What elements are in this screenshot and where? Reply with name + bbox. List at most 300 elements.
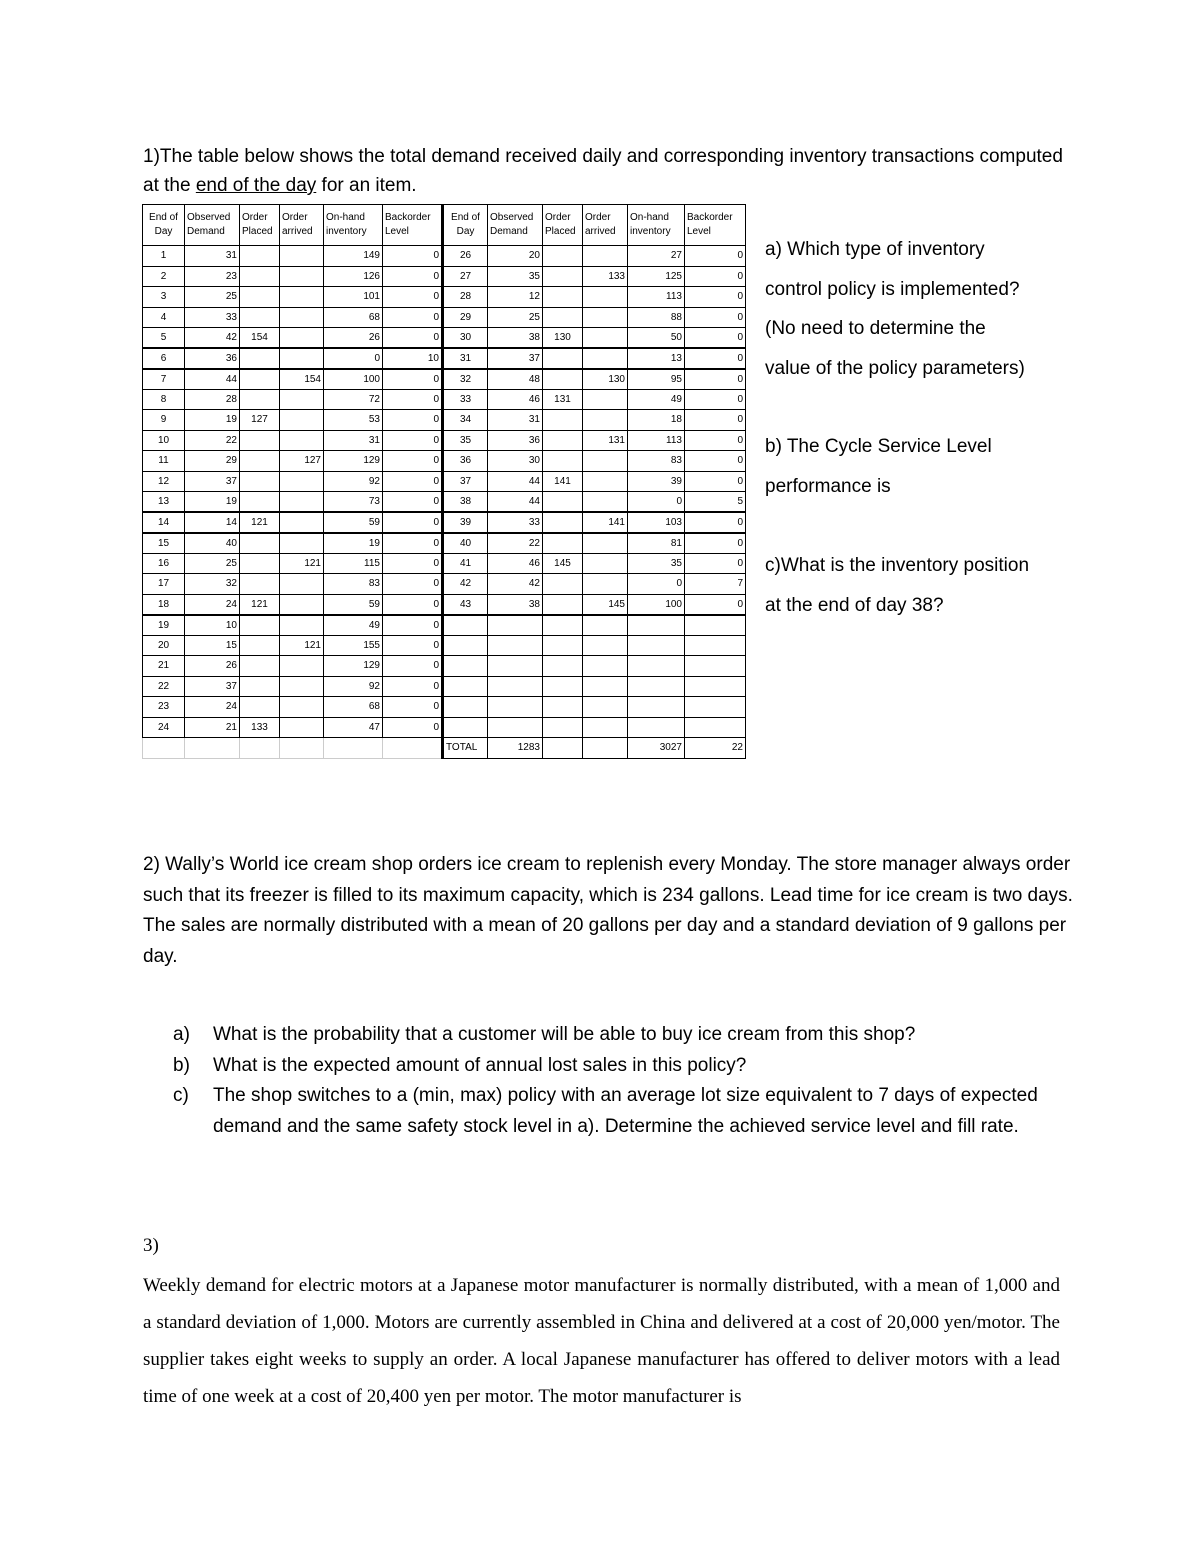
table-cell: 10 xyxy=(185,615,240,636)
table-cell xyxy=(628,717,685,738)
table-cell: 0 xyxy=(685,471,746,492)
column-header: Order Placed xyxy=(543,205,583,246)
intro-underlined-text: end of the day xyxy=(195,175,317,196)
table-cell xyxy=(240,471,280,492)
table-row xyxy=(143,348,746,369)
table-cell xyxy=(583,697,628,718)
table-cell xyxy=(280,410,324,431)
table-cell: 0 xyxy=(685,389,746,410)
table-cell xyxy=(280,348,324,369)
empty-cell xyxy=(280,738,324,759)
table-cell: 154 xyxy=(280,369,324,390)
table-cell: 10 xyxy=(143,430,185,451)
table-cell: 0 xyxy=(383,574,443,595)
table-cell: 36 xyxy=(443,451,488,472)
table-row xyxy=(143,410,746,431)
table-cell: 0 xyxy=(685,512,746,533)
table-cell: 20 xyxy=(143,635,185,656)
table-cell: 145 xyxy=(543,553,583,574)
question-1a-line: value of the policy parameters) xyxy=(765,357,1025,379)
table-cell: 100 xyxy=(324,369,383,390)
empty-cell xyxy=(383,738,443,759)
table-cell: 36 xyxy=(185,348,240,369)
empty-cell xyxy=(143,738,185,759)
table-cell: 16 xyxy=(143,553,185,574)
table-cell xyxy=(240,389,280,410)
table-cell xyxy=(583,717,628,738)
table-cell: 0 xyxy=(685,410,746,431)
table-cell: 36 xyxy=(488,430,543,451)
table-cell xyxy=(543,451,583,472)
table-cell: 12 xyxy=(143,471,185,492)
table-cell: 38 xyxy=(488,328,543,349)
table-cell: 27 xyxy=(628,246,685,267)
table-cell: 53 xyxy=(324,410,383,431)
question-2-item xyxy=(173,1081,1063,1142)
table-cell: 0 xyxy=(628,574,685,595)
table-row xyxy=(143,676,746,697)
table-cell: 26 xyxy=(324,328,383,349)
table-cell xyxy=(628,656,685,677)
table-cell: 59 xyxy=(324,594,383,615)
table-cell xyxy=(543,635,583,656)
table-cell xyxy=(628,697,685,718)
table-cell: 0 xyxy=(383,430,443,451)
table-row xyxy=(143,430,746,451)
table-cell xyxy=(628,615,685,636)
column-header: Backorder Level xyxy=(685,205,746,246)
question-3-label: 3) xyxy=(143,1235,159,1256)
table-cell xyxy=(488,615,543,636)
table-cell: 19 xyxy=(185,410,240,431)
table-cell: 0 xyxy=(383,266,443,287)
table-cell xyxy=(240,676,280,697)
table-cell: 39 xyxy=(628,471,685,492)
table-cell: 26 xyxy=(185,656,240,677)
table-cell: 0 xyxy=(383,328,443,349)
table-cell xyxy=(543,348,583,369)
table-cell xyxy=(280,287,324,308)
table-cell xyxy=(240,492,280,513)
table-cell: 131 xyxy=(543,389,583,410)
table-cell xyxy=(543,615,583,636)
table-cell xyxy=(543,656,583,677)
table-cell: 18 xyxy=(628,410,685,431)
table-cell: 21 xyxy=(143,656,185,677)
table-cell xyxy=(240,266,280,287)
table-cell: 0 xyxy=(685,533,746,554)
table-row xyxy=(143,615,746,636)
table-cell xyxy=(280,246,324,267)
table-cell: 149 xyxy=(324,246,383,267)
table-cell: 31 xyxy=(443,348,488,369)
question-1b xyxy=(765,427,1065,506)
item-text: What is the probability that a customer will be able to buy ice cream from this shop? xyxy=(213,1024,916,1045)
table-cell xyxy=(583,553,628,574)
table-cell xyxy=(443,676,488,697)
total-backorder: 22 xyxy=(685,738,746,759)
column-header: End of Day xyxy=(143,205,185,246)
table-cell: 3 xyxy=(143,287,185,308)
table-cell: 33 xyxy=(185,307,240,328)
column-header: Observed Demand xyxy=(185,205,240,246)
table-cell xyxy=(240,287,280,308)
table-cell xyxy=(583,635,628,656)
question-1b-line: b) The Cycle Service Level xyxy=(765,436,992,457)
table-cell: 15 xyxy=(185,635,240,656)
table-cell: 25 xyxy=(185,553,240,574)
table-cell: 73 xyxy=(324,492,383,513)
empty-cell xyxy=(543,738,583,759)
table-cell: 32 xyxy=(185,574,240,595)
table-cell xyxy=(583,471,628,492)
table-cell: 0 xyxy=(383,389,443,410)
table-header-row xyxy=(143,205,746,246)
table-cell: 121 xyxy=(280,635,324,656)
table-row xyxy=(143,512,746,533)
table-cell: 129 xyxy=(324,451,383,472)
table-cell xyxy=(240,307,280,328)
table-cell: 24 xyxy=(185,594,240,615)
table-row xyxy=(143,697,746,718)
table-cell: 0 xyxy=(685,553,746,574)
table-cell: 127 xyxy=(280,451,324,472)
table-cell: 0 xyxy=(383,471,443,492)
table-cell: 29 xyxy=(185,451,240,472)
total-row xyxy=(143,738,746,759)
table-cell xyxy=(240,369,280,390)
total-label: TOTAL xyxy=(443,738,488,759)
table-cell xyxy=(488,697,543,718)
intro-text: 1)The table below shows the total demand received daily and corresponding inventory transactions computed at the xyxy=(143,146,1063,196)
table-cell: 0 xyxy=(685,328,746,349)
table-cell: 92 xyxy=(324,676,383,697)
table-cell: 19 xyxy=(143,615,185,636)
table-cell: 113 xyxy=(628,287,685,308)
table-cell: 40 xyxy=(185,533,240,554)
table-cell: 19 xyxy=(324,533,383,554)
table-cell: 0 xyxy=(383,246,443,267)
table-cell xyxy=(583,287,628,308)
table-cell xyxy=(280,492,324,513)
table-cell: 4 xyxy=(143,307,185,328)
table-cell xyxy=(543,676,583,697)
column-header: End of Day xyxy=(443,205,488,246)
table-cell xyxy=(583,246,628,267)
table-cell: 68 xyxy=(324,307,383,328)
table-cell: 0 xyxy=(685,348,746,369)
table-cell xyxy=(583,410,628,431)
table-cell: 121 xyxy=(240,594,280,615)
table-cell xyxy=(583,533,628,554)
column-header: Order arrived xyxy=(583,205,628,246)
table-cell: 141 xyxy=(543,471,583,492)
table-cell xyxy=(240,430,280,451)
table-cell xyxy=(543,430,583,451)
table-cell xyxy=(443,635,488,656)
table-row xyxy=(143,287,746,308)
table-cell: 131 xyxy=(583,430,628,451)
table-cell xyxy=(280,328,324,349)
table-cell: 72 xyxy=(324,389,383,410)
table-cell xyxy=(240,697,280,718)
table-cell: 42 xyxy=(488,574,543,595)
table-cell: 50 xyxy=(628,328,685,349)
table-cell xyxy=(280,471,324,492)
table-row xyxy=(143,471,746,492)
table-cell xyxy=(280,697,324,718)
question-1c-line: c)What is the inventory position xyxy=(765,555,1030,576)
table-row xyxy=(143,553,746,574)
question-1-intro xyxy=(143,142,1073,200)
table-row xyxy=(143,533,746,554)
table-cell: 39 xyxy=(443,512,488,533)
table-cell: 101 xyxy=(324,287,383,308)
table-cell: 31 xyxy=(324,430,383,451)
table-cell: 0 xyxy=(685,246,746,267)
table-cell: 133 xyxy=(583,266,628,287)
table-cell xyxy=(280,307,324,328)
question-1c-line: at the end of day 38? xyxy=(765,594,944,616)
table-row xyxy=(143,492,746,513)
item-label: b) xyxy=(173,1054,190,1076)
table-cell: 81 xyxy=(628,533,685,554)
table-cell: 1 xyxy=(143,246,185,267)
table-cell: 68 xyxy=(324,697,383,718)
table-cell: 127 xyxy=(240,410,280,431)
table-cell: 95 xyxy=(628,369,685,390)
table-cell xyxy=(240,656,280,677)
table-cell xyxy=(543,533,583,554)
table-cell: 2 xyxy=(143,266,185,287)
table-cell: 14 xyxy=(143,512,185,533)
table-row xyxy=(143,389,746,410)
table-cell xyxy=(443,615,488,636)
table-cell: 26 xyxy=(443,246,488,267)
question-1a xyxy=(765,230,1065,388)
table-cell xyxy=(583,492,628,513)
table-cell: 121 xyxy=(240,512,280,533)
table-cell: 38 xyxy=(488,594,543,615)
table-cell: 22 xyxy=(185,430,240,451)
table-cell xyxy=(280,574,324,595)
table-cell xyxy=(543,246,583,267)
table-cell: 103 xyxy=(628,512,685,533)
total-demand: 1283 xyxy=(488,738,543,759)
table-cell: 13 xyxy=(143,492,185,513)
table-cell xyxy=(583,451,628,472)
table-cell: 44 xyxy=(185,369,240,390)
table-cell: 14 xyxy=(185,512,240,533)
table-cell xyxy=(240,451,280,472)
table-cell: 30 xyxy=(443,328,488,349)
table-cell: 8 xyxy=(143,389,185,410)
table-row xyxy=(143,574,746,595)
table-cell xyxy=(543,717,583,738)
table-cell: 121 xyxy=(280,553,324,574)
empty-cell xyxy=(240,738,280,759)
table-cell: 25 xyxy=(185,287,240,308)
item-text: What is the expected amount of annual lost sales in this policy? xyxy=(213,1054,747,1076)
table-cell: 0 xyxy=(685,287,746,308)
table-cell: 35 xyxy=(628,553,685,574)
table-cell: 43 xyxy=(443,594,488,615)
table-cell: 23 xyxy=(185,266,240,287)
table-row xyxy=(143,656,746,677)
question-1a-line: (No need to determine the xyxy=(765,318,986,339)
table-row xyxy=(143,369,746,390)
table-cell: 141 xyxy=(583,512,628,533)
table-cell xyxy=(543,574,583,595)
table-cell: 34 xyxy=(443,410,488,431)
question-2: 2) Wally’s World ice cream shop orders ice cream to replenish every Monday. The store manager always order such that its freezer is filled to its maximum capacity, which is 234 gallons. Lead time for ice cream is two days. The sales are normally distributed with a mean of 20 gallons per day and a standard deviation of 9 gallons per day. xyxy=(143,854,1073,967)
table-cell: 0 xyxy=(383,676,443,697)
table-cell: 46 xyxy=(488,389,543,410)
table-cell: 0 xyxy=(628,492,685,513)
table-cell: 0 xyxy=(383,656,443,677)
table-cell xyxy=(583,615,628,636)
table-cell: 0 xyxy=(383,369,443,390)
table-cell xyxy=(443,656,488,677)
table-cell: 44 xyxy=(488,492,543,513)
table-cell: 18 xyxy=(143,594,185,615)
table-cell xyxy=(240,348,280,369)
table-cell: 0 xyxy=(383,410,443,431)
table-cell: 92 xyxy=(324,471,383,492)
table-cell: 0 xyxy=(383,451,443,472)
table-cell: 83 xyxy=(324,574,383,595)
table-cell: 130 xyxy=(543,328,583,349)
table-cell: 88 xyxy=(628,307,685,328)
table-cell xyxy=(488,676,543,697)
table-cell xyxy=(685,656,746,677)
intro-text-end: for an item. xyxy=(316,175,417,196)
table-cell: 31 xyxy=(185,246,240,267)
table-cell xyxy=(583,574,628,595)
column-header: Order Placed xyxy=(240,205,280,246)
table-cell xyxy=(280,512,324,533)
table-row xyxy=(143,594,746,615)
table-row xyxy=(143,328,746,349)
table-cell: 44 xyxy=(488,471,543,492)
table-cell: 28 xyxy=(185,389,240,410)
table-cell: 10 xyxy=(383,348,443,369)
table-cell xyxy=(628,635,685,656)
table-cell: 31 xyxy=(488,410,543,431)
table-cell xyxy=(280,656,324,677)
column-header: On-hand inventory xyxy=(324,205,383,246)
table-cell: 38 xyxy=(443,492,488,513)
question-1b-line: performance is xyxy=(765,475,891,497)
table-cell xyxy=(583,656,628,677)
table-cell xyxy=(583,307,628,328)
empty-cell xyxy=(185,738,240,759)
table-cell: 11 xyxy=(143,451,185,472)
table-cell: 37 xyxy=(443,471,488,492)
table-cell xyxy=(240,574,280,595)
table-cell xyxy=(240,533,280,554)
table-cell: 49 xyxy=(324,615,383,636)
table-cell: 133 xyxy=(240,717,280,738)
table-cell: 27 xyxy=(443,266,488,287)
table-cell: 19 xyxy=(185,492,240,513)
table-cell: 48 xyxy=(488,369,543,390)
table-cell: 33 xyxy=(443,389,488,410)
table-cell: 49 xyxy=(628,389,685,410)
table-cell xyxy=(685,676,746,697)
table-cell xyxy=(583,389,628,410)
table-cell: 0 xyxy=(383,697,443,718)
table-cell: 59 xyxy=(324,512,383,533)
table-cell xyxy=(543,410,583,431)
table-cell xyxy=(240,615,280,636)
table-cell xyxy=(240,635,280,656)
table-cell: 20 xyxy=(488,246,543,267)
table-cell: 25 xyxy=(488,307,543,328)
table-cell xyxy=(543,287,583,308)
table-cell: 0 xyxy=(383,615,443,636)
table-cell xyxy=(685,697,746,718)
table-cell xyxy=(240,246,280,267)
table-cell: 100 xyxy=(628,594,685,615)
table-cell: 0 xyxy=(383,635,443,656)
table-cell: 0 xyxy=(383,287,443,308)
table-cell xyxy=(280,266,324,287)
table-cell xyxy=(583,328,628,349)
table-cell: 37 xyxy=(488,348,543,369)
table-row xyxy=(143,246,746,267)
table-cell: 47 xyxy=(324,717,383,738)
question-2-list xyxy=(173,1020,1063,1142)
table-cell: 6 xyxy=(143,348,185,369)
table-cell: 17 xyxy=(143,574,185,595)
table-cell: 7 xyxy=(143,369,185,390)
table-cell: 115 xyxy=(324,553,383,574)
table-cell: 0 xyxy=(685,594,746,615)
inventory-table xyxy=(142,204,746,759)
column-header: Observed Demand xyxy=(488,205,543,246)
column-header: Backorder Level xyxy=(383,205,443,246)
item-text: The shop switches to a (min, max) policy with an average lot size equivalent to 7 days of expected demand and the same safety stock level in a). Determine the achieved service level and fill rate. xyxy=(213,1085,1038,1137)
table-cell: 28 xyxy=(443,287,488,308)
table-cell xyxy=(280,430,324,451)
table-cell: 83 xyxy=(628,451,685,472)
table-cell xyxy=(443,717,488,738)
column-header: Order arrived xyxy=(280,205,324,246)
table-cell: 37 xyxy=(185,471,240,492)
table-cell xyxy=(443,697,488,718)
table-cell: 154 xyxy=(240,328,280,349)
question-1c xyxy=(765,546,1065,625)
question-2-item xyxy=(173,1051,1063,1082)
table-cell: 155 xyxy=(324,635,383,656)
table-cell: 0 xyxy=(685,307,746,328)
table-cell: 0 xyxy=(685,430,746,451)
table-cell: 21 xyxy=(185,717,240,738)
table-cell xyxy=(543,512,583,533)
table-row xyxy=(143,307,746,328)
table-cell: 7 xyxy=(685,574,746,595)
question-1a-line: control policy is implemented? xyxy=(765,278,1020,300)
table-cell: 126 xyxy=(324,266,383,287)
table-cell: 0 xyxy=(685,451,746,472)
empty-cell xyxy=(583,738,628,759)
table-cell xyxy=(488,656,543,677)
table-cell: 0 xyxy=(685,266,746,287)
table-cell: 145 xyxy=(583,594,628,615)
table-cell: 22 xyxy=(143,676,185,697)
table-cell: 46 xyxy=(488,553,543,574)
